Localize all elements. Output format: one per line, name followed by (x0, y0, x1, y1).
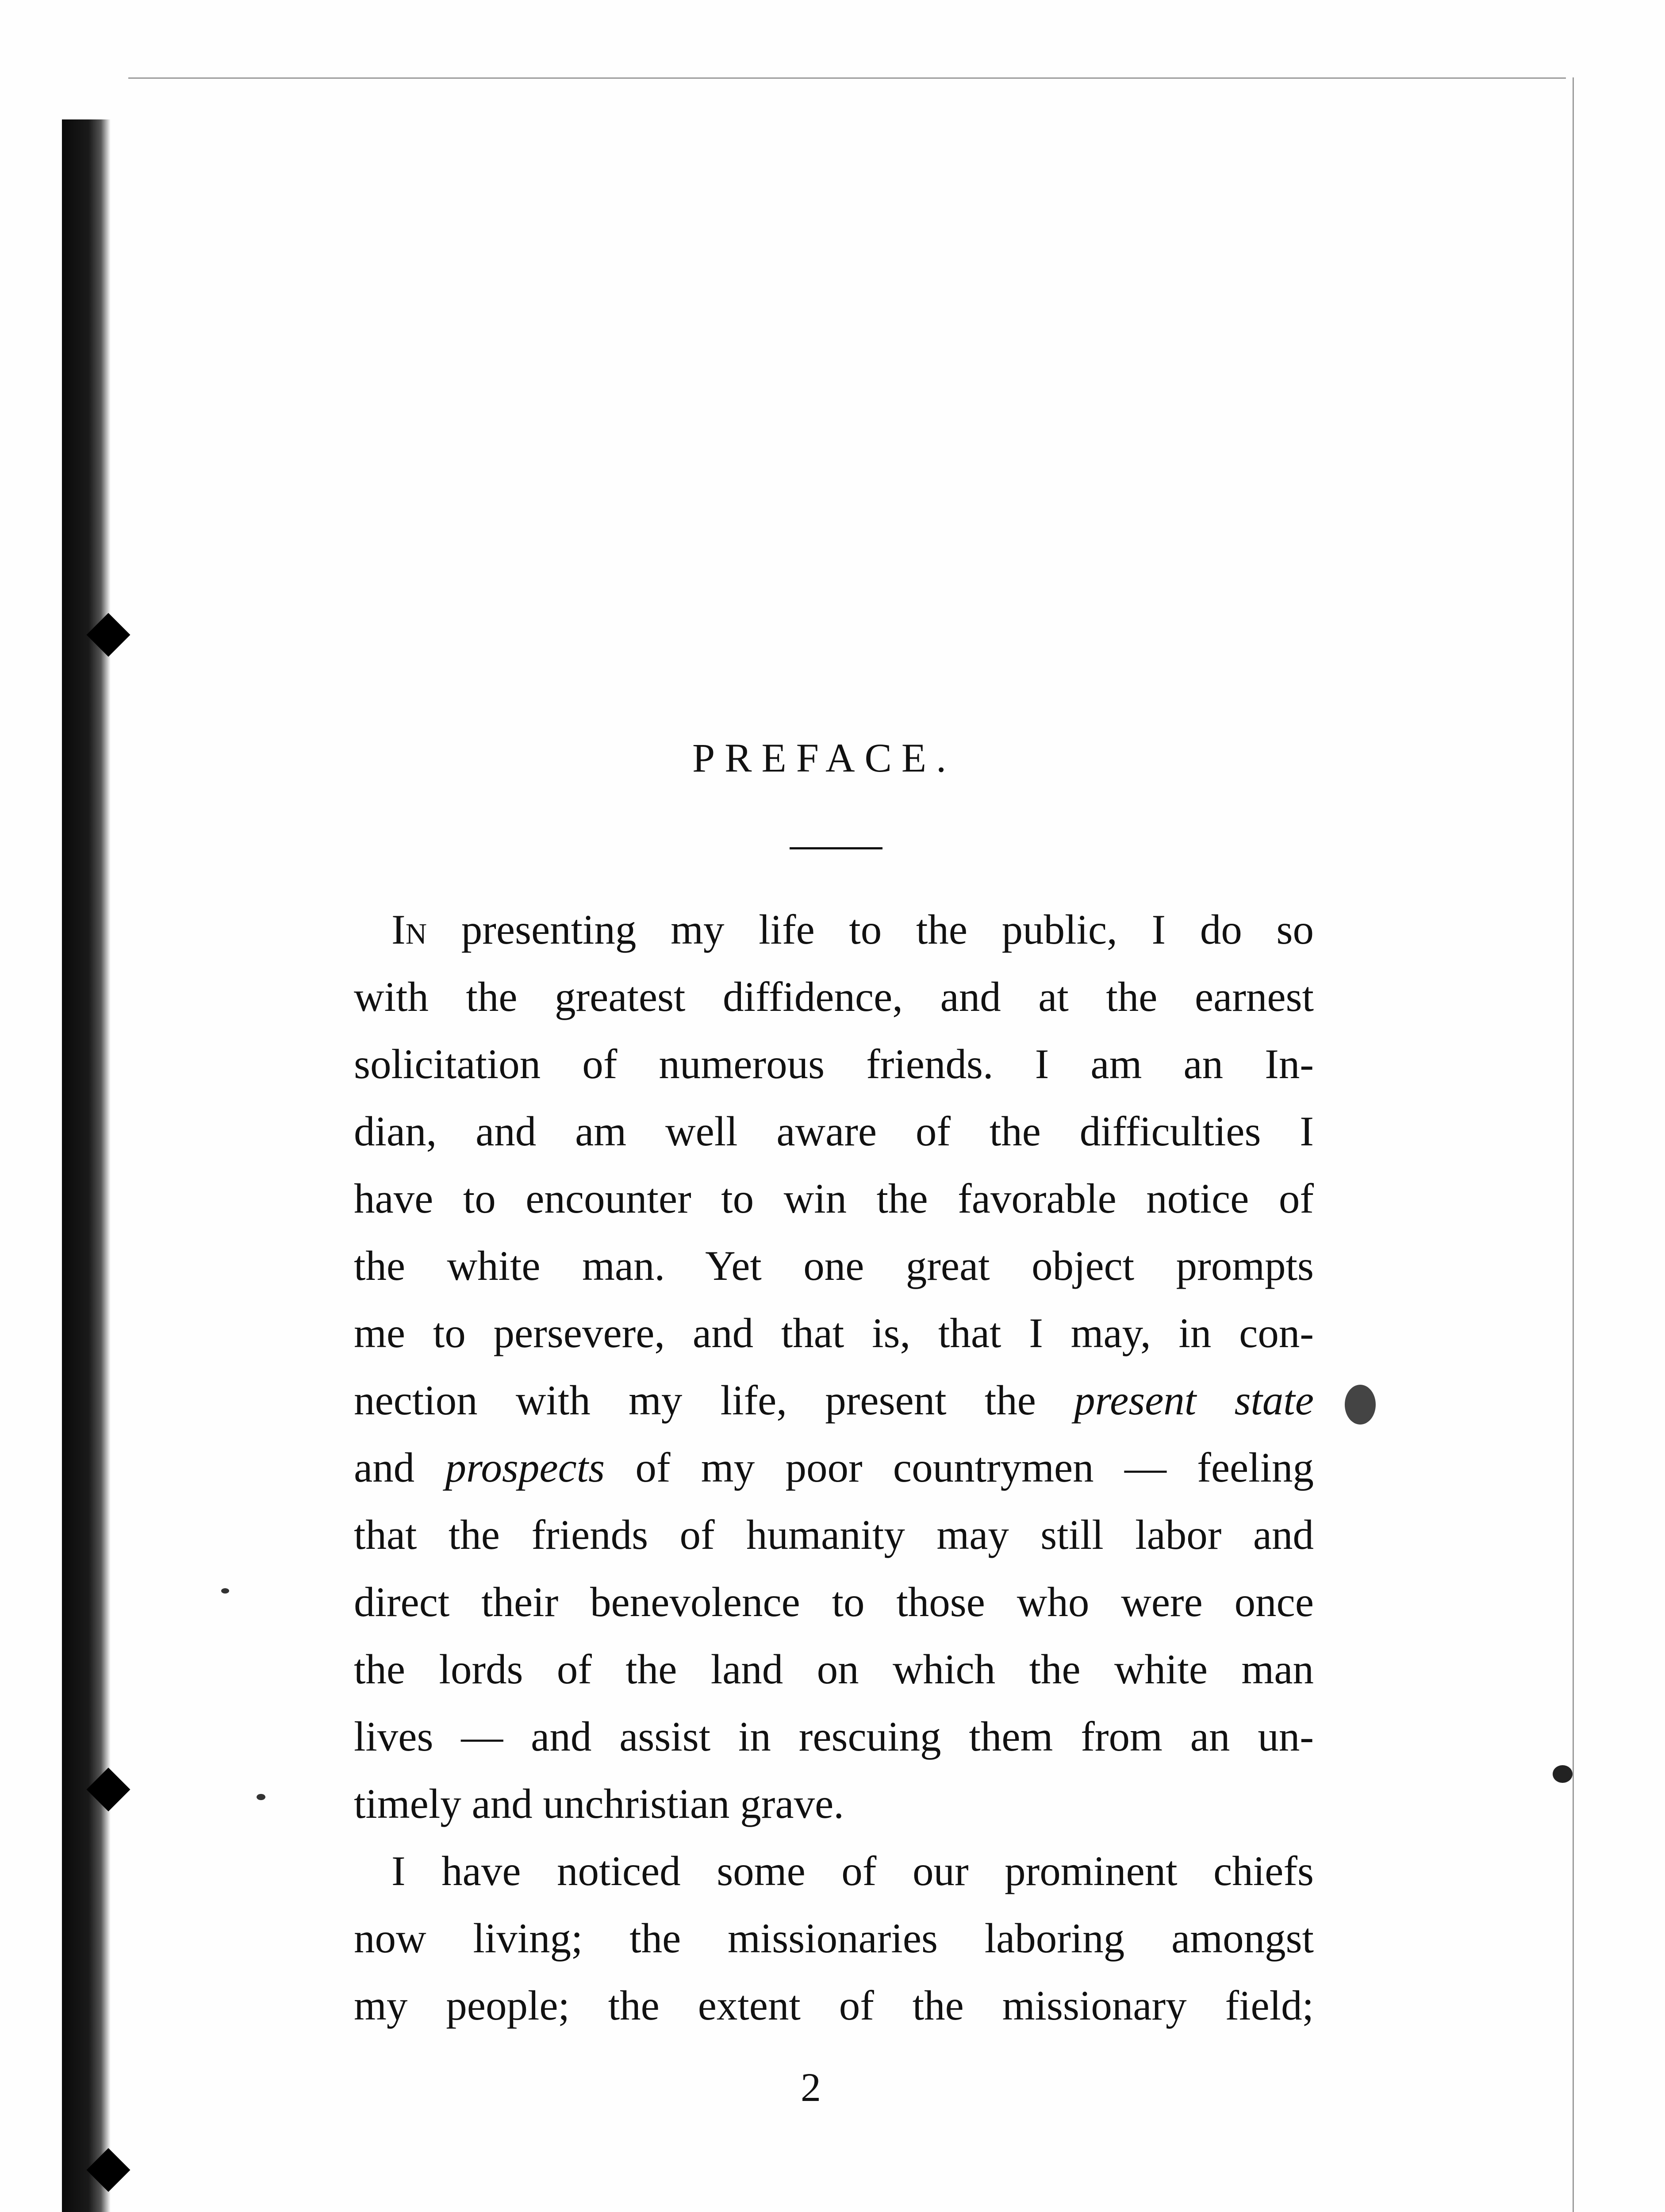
text-line: now living; the missionaries laboring amongst (354, 1915, 1314, 1962)
paragraph (354, 1837, 1314, 2039)
line-text: nection with my life, present the (354, 1377, 1074, 1424)
text-line: my people; the extent of the missionary field; (354, 1982, 1314, 2029)
text-line: have to encounter to win the favorable notice of (354, 1175, 1314, 1222)
text-line: solicitation of numerous friends. I am an In- (354, 1041, 1314, 1087)
text-line: the lords of the land on which the white man (354, 1646, 1314, 1693)
text-line: dian, and am well aware of the difficulties I (354, 1108, 1314, 1155)
ink-speck (1553, 1765, 1573, 1783)
page-title: PREFACE. (692, 735, 956, 780)
italic-text: present state (1074, 1377, 1314, 1424)
binding-edge (62, 119, 111, 2212)
text-line: that the friends of humanity may still labor and (354, 1511, 1314, 1558)
top-edge (128, 77, 1566, 79)
drop-lead: In (391, 906, 427, 953)
italic-text: prospects (445, 1444, 605, 1491)
line-text: and (354, 1444, 445, 1491)
title-rule (790, 847, 882, 849)
line-text: of my poor countrymen — feeling (605, 1444, 1314, 1491)
ink-speck (1345, 1385, 1376, 1425)
line-text: presenting my life to the public, I do so (427, 906, 1314, 953)
ink-speck (221, 1588, 229, 1594)
text-line: with the greatest diffidence, and at the earnest (354, 973, 1314, 1020)
text-line: me to persevere, and that is, that I may, in con- (354, 1310, 1314, 1356)
text-line: I have noticed some of our prominent chiefs (391, 1847, 1314, 1894)
right-edge (1573, 77, 1574, 2212)
paragraph (354, 896, 1314, 1837)
text-line (354, 1434, 1314, 1501)
text-line (354, 896, 1314, 963)
page-number: 2 (801, 2065, 821, 2110)
text-line: direct their benevolence to those who were once (354, 1578, 1314, 1625)
ink-speck (257, 1794, 265, 1800)
text-line: timely and unchristian grave. (354, 1780, 844, 1827)
text-line: lives — and assist in rescuing them from an un- (354, 1713, 1314, 1760)
preface-body (354, 896, 1314, 2039)
text-line: the white man. Yet one great object prompts (354, 1242, 1314, 1289)
text-line (354, 1367, 1314, 1434)
